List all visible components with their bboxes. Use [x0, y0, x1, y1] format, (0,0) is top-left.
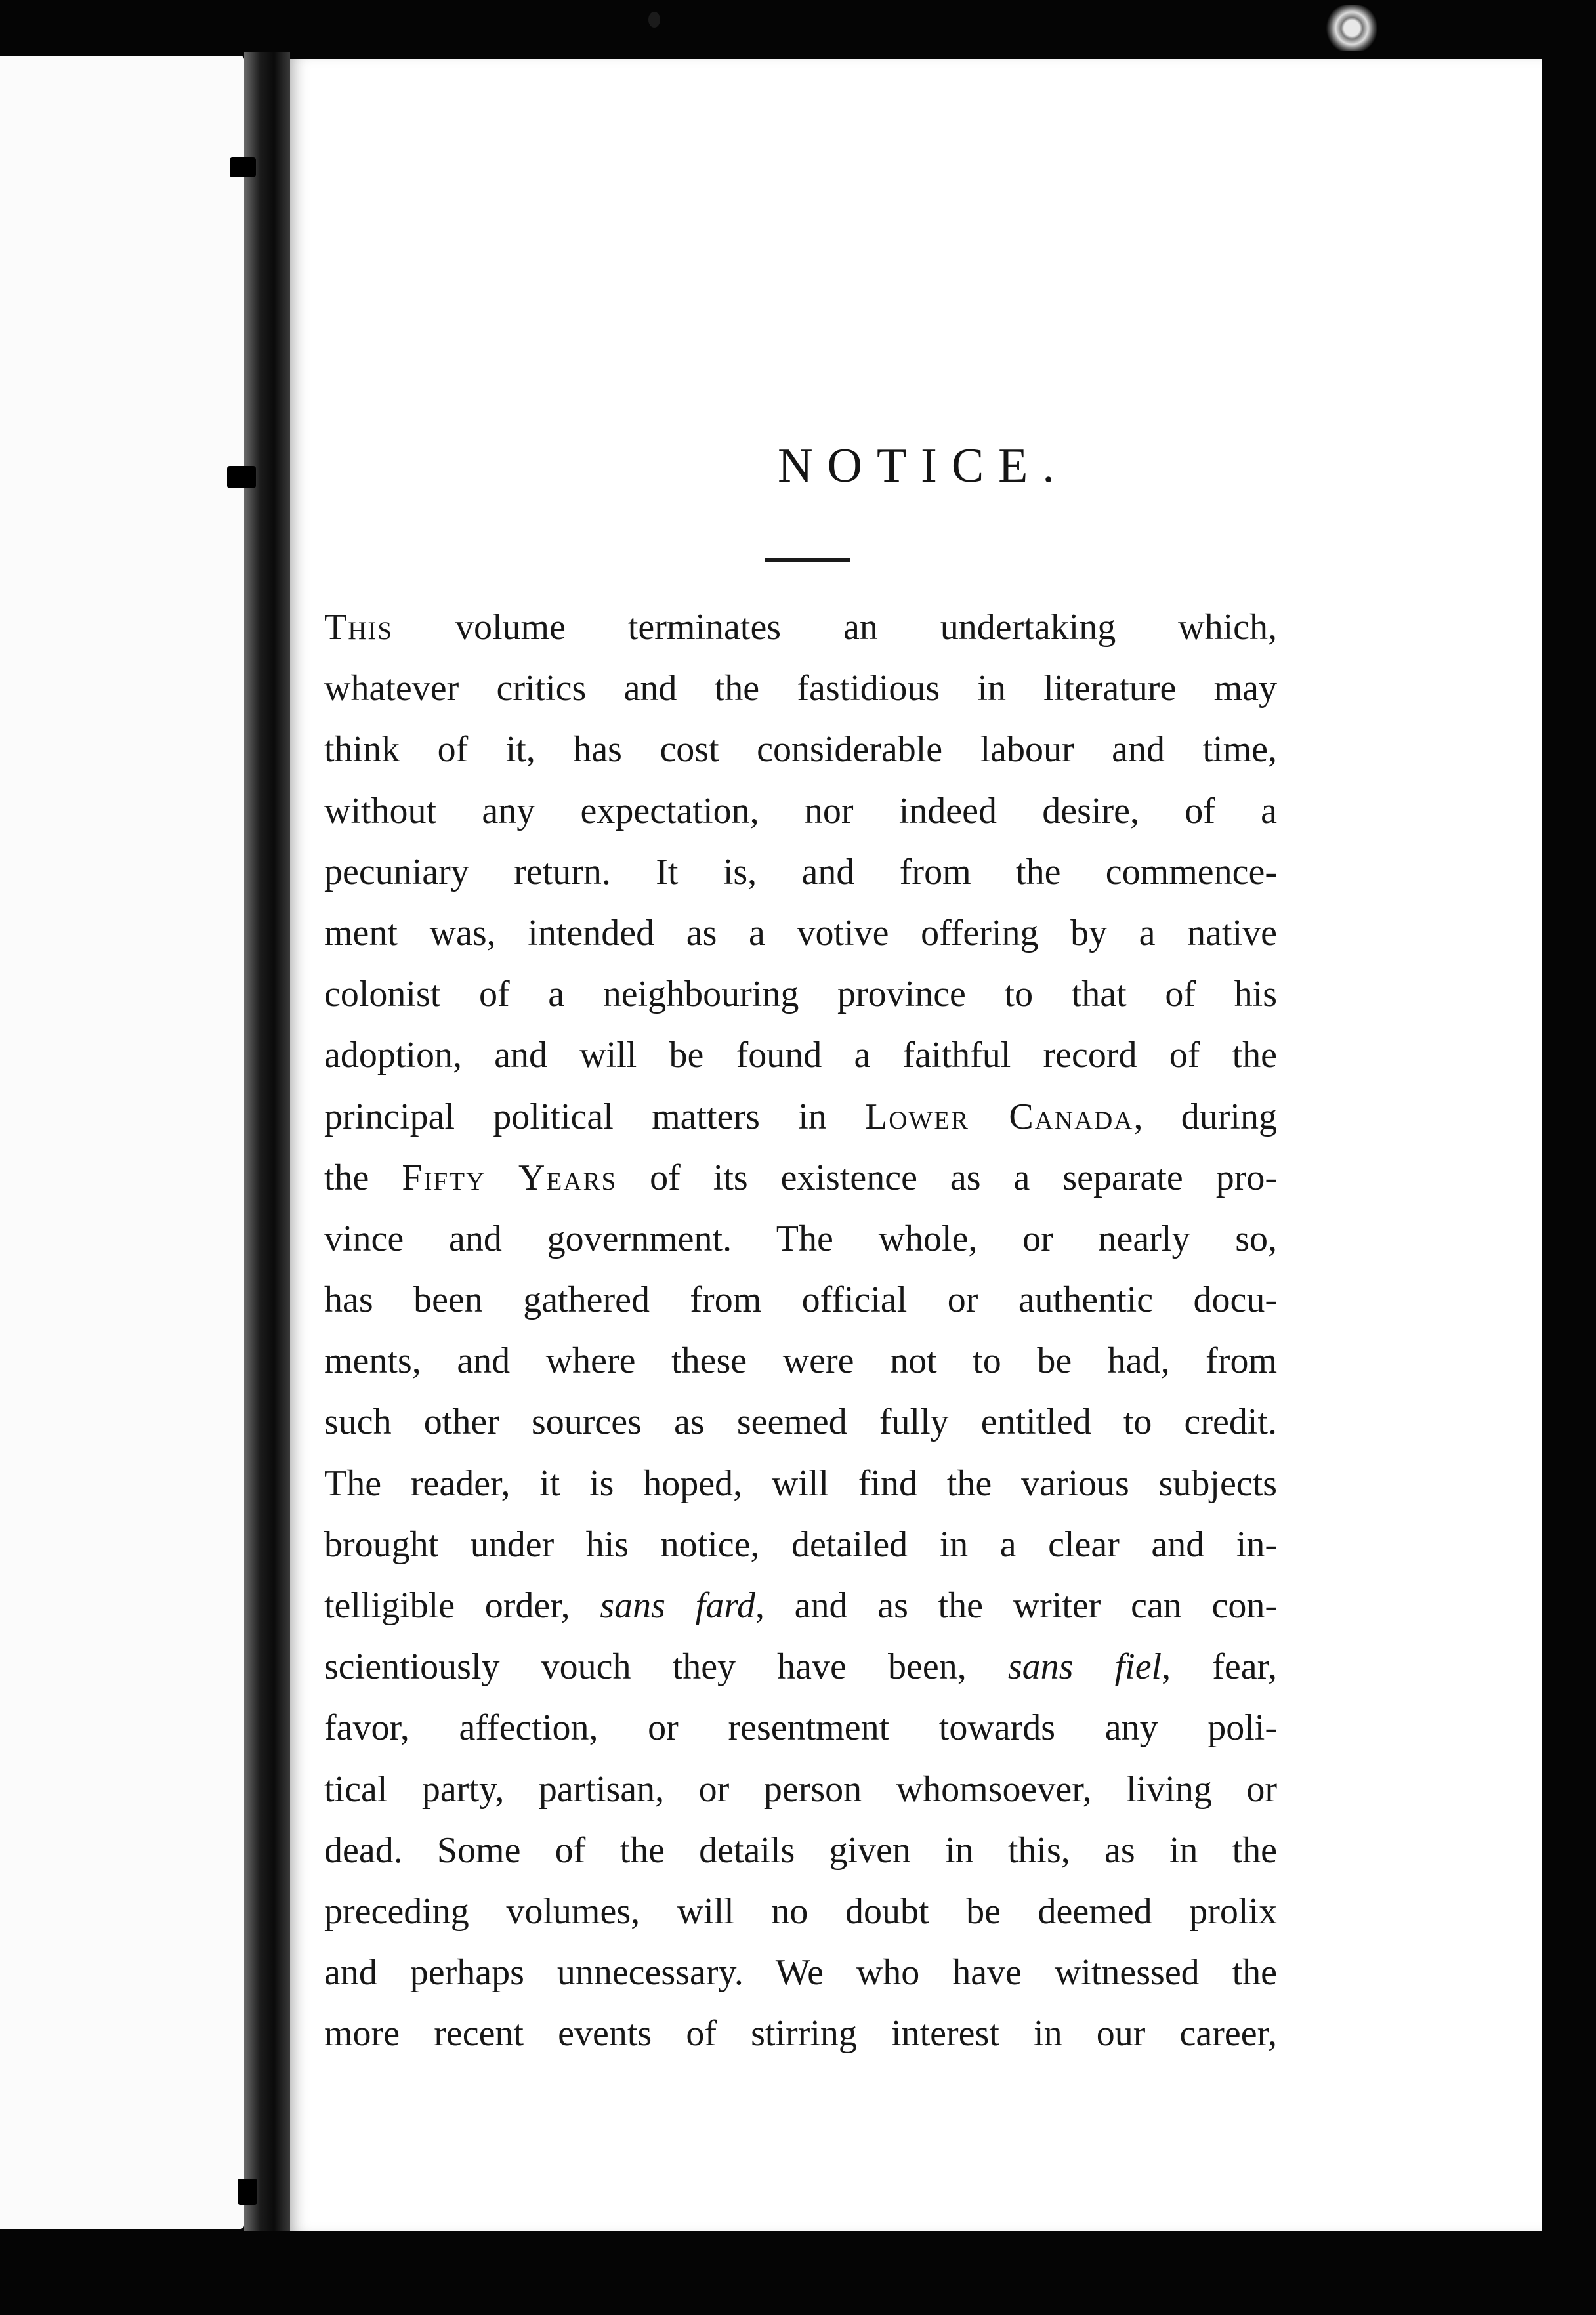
text-line: This volume terminates an undertaking which,	[324, 607, 1277, 648]
notice-body	[324, 597, 1576, 2065]
text-line: pecuniary return. It is, and from the commence-	[324, 851, 1277, 892]
text-line: The reader, it is hoped, will find the various subjects	[324, 1463, 1277, 1504]
text-line: whatever critics and the fastidious in literature may	[324, 668, 1277, 709]
text-line: more recent events of stirring interest in our career,	[324, 2013, 1277, 2054]
text-line: and perhaps unnecessary. We who have witnessed the	[324, 1952, 1277, 1993]
book-spine	[244, 52, 290, 2231]
text-line: scientiously vouch they have been, sans fiel, fear,	[324, 1646, 1277, 1688]
text-line: such other sources as seemed fully entitled to credit.	[324, 1402, 1277, 1443]
text-line: telligible order, sans fard, and as the writer can con-	[324, 1585, 1277, 1626]
text-line: favor, affection, or resentment towards any poli-	[324, 1707, 1277, 1749]
notice-page	[290, 59, 1542, 2231]
text-line: has been gathered from official or authentic docu-	[324, 1280, 1277, 1321]
text-line: colonist of a neighbouring province to that of his	[324, 974, 1277, 1015]
facing-left-page	[0, 56, 244, 2229]
text-line: principal political matters in Lower Canada, during	[324, 1096, 1277, 1137]
text-line: think of it, has cost considerable labour and time,	[324, 729, 1277, 770]
text-line: preceding volumes, will no doubt be deemed prolix	[324, 1890, 1277, 1932]
text-line: ments, and where these were not to be had, from	[324, 1341, 1277, 1382]
text-line: ment was, intended as a votive offering by a native	[324, 912, 1277, 953]
text-line: brought under his notice, detailed in a clear and in-	[324, 1524, 1277, 1565]
text-line: the Fifty Years of its existence as a separate pro-	[324, 1157, 1277, 1198]
text-line: tical party, partisan, or person whomsoever, living or	[324, 1768, 1277, 1810]
page-title: NOTICE.	[778, 439, 1069, 493]
text-line: vince and government. The whole, or nearly so,	[324, 1218, 1277, 1259]
title-rule	[765, 558, 850, 562]
text-line: without any expectation, nor indeed desire, of a	[324, 790, 1277, 831]
text-line: dead. Some of the details given in this, as in the	[324, 1829, 1277, 1871]
ink-speck	[648, 12, 660, 28]
text-line: adoption, and will be found a faithful record of the	[324, 1035, 1277, 1076]
library-stamp-mark	[1324, 5, 1379, 51]
